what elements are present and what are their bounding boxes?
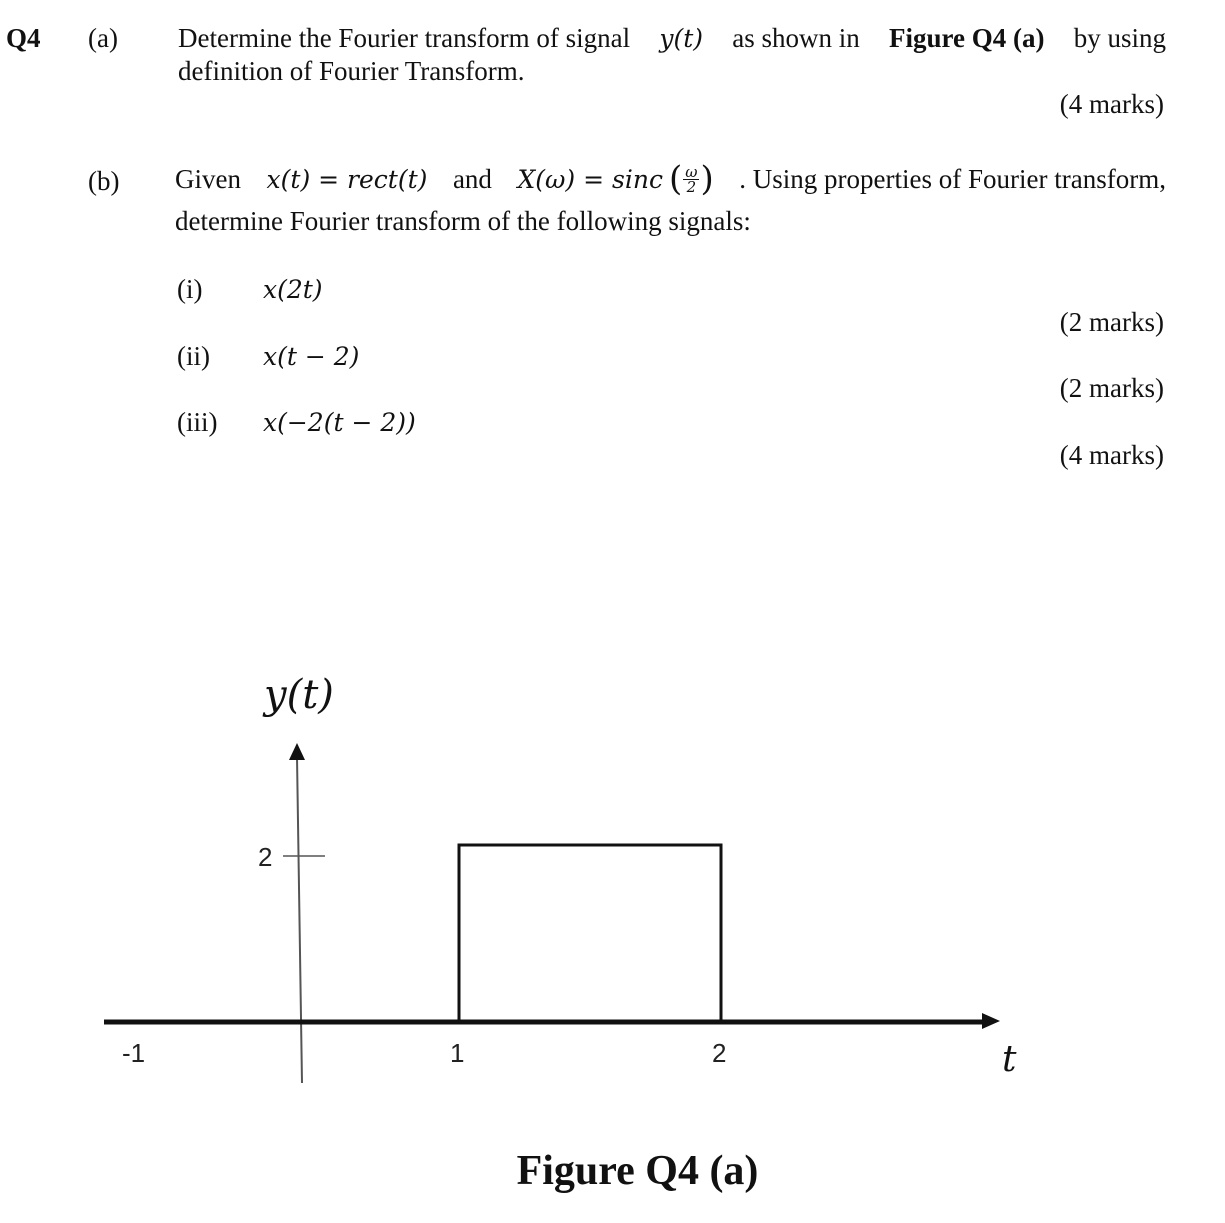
part-b-x-definition: x(t) = rect(t): [266, 165, 428, 194]
figure-caption: Figure Q4 (a): [516, 1148, 759, 1194]
part-a-text-after: by using: [1073, 23, 1166, 53]
item-ii-marks: (2 marks): [1059, 373, 1164, 403]
y-axis-line: [297, 757, 302, 1083]
item-ii-label: (ii): [177, 341, 210, 371]
item-i-expression: x(2t): [263, 275, 323, 304]
part-a-text-mid: as shown in: [732, 23, 860, 53]
item-iii-marks: (4 marks): [1059, 440, 1164, 470]
part-b-line2: determine Fourier transform of the following signals:: [175, 206, 751, 236]
x-tick-label-1: 1: [450, 1038, 465, 1068]
item-iii-expression: x(−2(t − 2)): [263, 408, 416, 437]
left-paren: (: [668, 159, 683, 199]
right-paren: ): [700, 159, 714, 199]
part-b-and: and: [452, 164, 492, 194]
part-a-signal: y(t): [659, 24, 704, 53]
fraction-numerator: ω: [685, 163, 698, 181]
y-axis-label: y(t): [264, 672, 334, 718]
y-axis-arrow-icon: [289, 743, 305, 760]
item-iii-label: (iii): [177, 407, 218, 437]
item-ii-expression: x(t − 2): [263, 342, 360, 371]
part-b-label: (b): [88, 166, 120, 196]
question-number: Q4: [6, 23, 41, 53]
item-i-marks: (2 marks): [1059, 307, 1164, 337]
part-a-line2: definition of Fourier Transform.: [178, 56, 525, 86]
signal-pulse-line: [459, 845, 721, 1022]
x-axis-arrow-icon: [982, 1013, 1000, 1029]
figure-reference: Figure Q4 (a): [889, 23, 1045, 53]
x-tick-label-neg1: -1: [122, 1038, 146, 1068]
x-tick-label-2: 2: [712, 1038, 727, 1068]
y-tick-label-2: 2: [258, 842, 273, 872]
part-b-given: Given: [175, 164, 241, 194]
part-b-text-after: . Using properties of Fourier transform,: [739, 164, 1166, 194]
x-axis-label: t: [1002, 1039, 1017, 1080]
part-a-label: (a): [88, 23, 118, 53]
part-b-X-prefix: X(ω) = sinc: [517, 165, 663, 194]
fraction-denominator: 2: [686, 178, 697, 196]
item-i-label: (i): [177, 274, 203, 304]
part-a-text-before: Determine the Fourier transform of signal: [178, 23, 631, 53]
part-a-marks: (4 marks): [1059, 89, 1164, 119]
